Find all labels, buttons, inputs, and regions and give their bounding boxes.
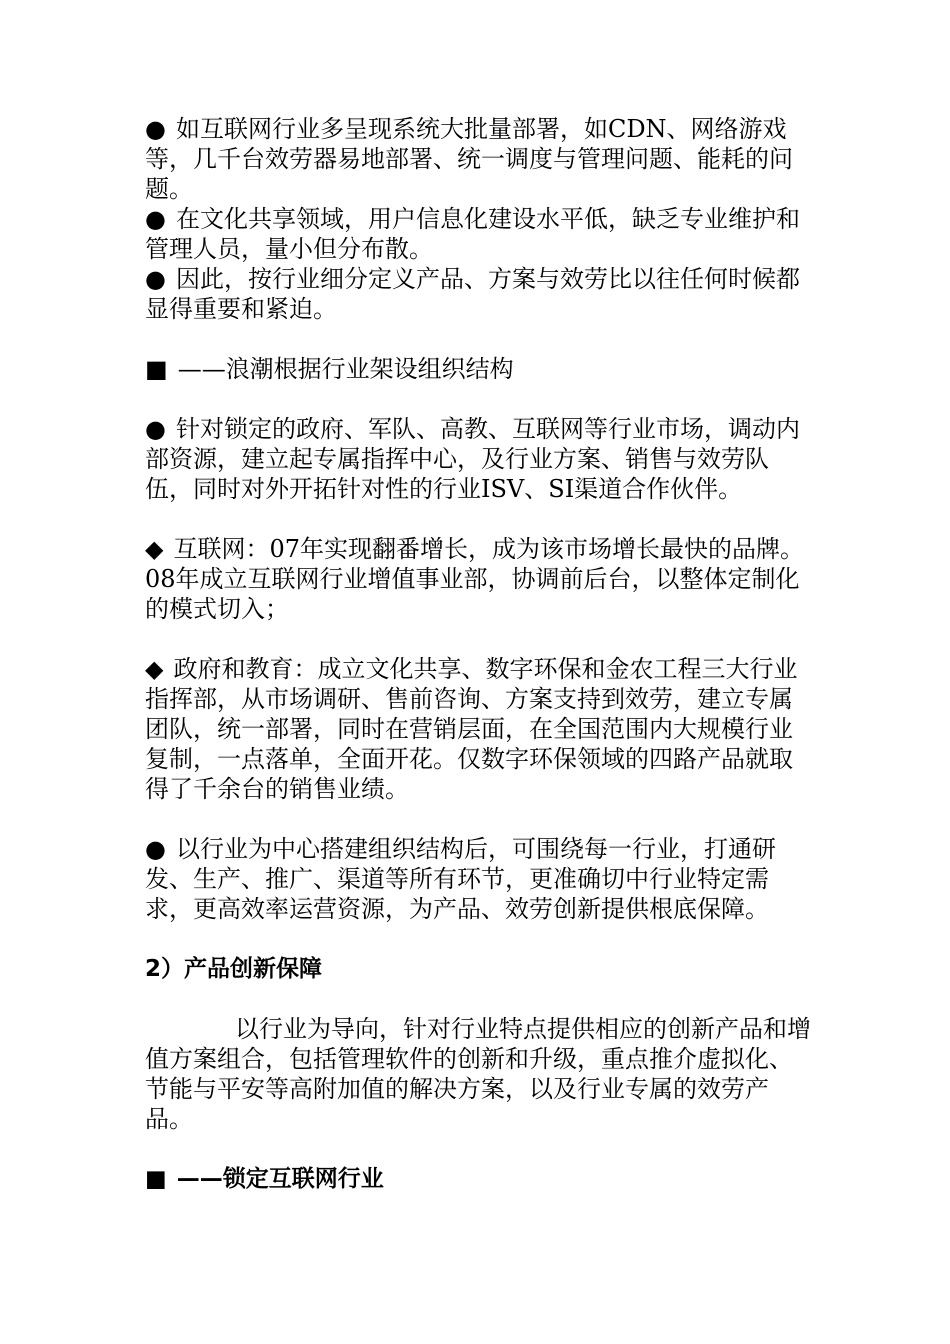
paragraph-text: 因此，按行业细分定义产品、方案与效劳比以往任何时候都显得重要和紧迫。	[145, 265, 800, 323]
paragraph-text: ——浪潮根据行业架设组织结构	[177, 355, 514, 383]
final-heading	[145, 1164, 815, 1194]
spacer	[145, 384, 815, 414]
bullet-paragraph-3	[145, 264, 815, 324]
intro-paragraph: 以行业为导向，针对行业特点提供相应的创新产品和增值方案组合，包括管理软件的创新和升级，重点推介虚拟化、节能与平安等高附加值的解决方案，以及行业专属的效劳产品。	[145, 1015, 811, 1133]
diamond-paragraph-1	[145, 534, 815, 624]
spacer	[145, 804, 815, 834]
bullet-dot-icon: ●	[145, 415, 166, 443]
bullet-dot-icon: ●	[145, 205, 166, 233]
bullet-dot-icon: ●	[145, 265, 166, 293]
paragraph-text: 互联网：07年实现翻番增长，成为该市场增长最快的品牌。08年成立互联网行业增值事业部，协调前后台，以整体定制化的模式切入；	[145, 535, 805, 623]
spacer	[145, 984, 815, 1014]
spacer	[145, 624, 815, 654]
spacer	[145, 1134, 815, 1164]
spacer	[145, 504, 815, 534]
paragraph-text: 政府和教育：成立文化共享、数字环保和金农工程三大行业指挥部，从市场调研、售前咨询、方案支持到效劳，建立专属团队，统一部署，同时在营销层面，在全国范围内大规模行业复制，一点落单，全面开花。仅数字环保领域的四路产品就取得了千余台的销售业绩。	[145, 655, 798, 803]
subsection-heading-1	[145, 354, 815, 384]
spacer	[145, 324, 815, 354]
bullet-dot-icon: ●	[145, 115, 166, 143]
paragraph-text: 针对锁定的政府、军队、高教、互联网等行业市场，调动内部资源，建立起专属指挥中心，及行业方案、销售与效劳队伍，同时对外开拓针对性的行业ISV、SI渠道合作伙伴。	[145, 415, 800, 503]
bullet-paragraph-5	[145, 834, 815, 924]
paragraph-text: 如互联网行业多呈现系统大批量部署，如CDN、网络游戏等，几千台效劳器易地部署、统一调度与管理问题、能耗的问题。	[145, 115, 793, 203]
square-bullet-icon: ■	[145, 355, 168, 383]
spacer	[145, 924, 815, 954]
section-heading: 2）产品创新保障	[145, 956, 323, 982]
paragraph-text: 以行业为中心搭建组织结构后，可围绕每一行业，打通研发、生产、推广、渠道等所有环节，更准确切中行业特定需求，更高效率运营资源，为产品、效劳创新提供根底保障。	[145, 835, 776, 923]
square-bullet-icon: ■	[145, 1166, 167, 1192]
diamond-paragraph-2	[145, 654, 815, 804]
diamond-bullet-icon: ◆	[145, 535, 164, 563]
diamond-bullet-icon: ◆	[145, 655, 164, 683]
bullet-paragraph-2	[145, 204, 815, 264]
document-page	[145, 114, 815, 1194]
bullet-paragraph-1	[145, 114, 815, 204]
bullet-dot-icon: ●	[145, 835, 166, 863]
heading-text: ——锁定互联网行业	[176, 1166, 384, 1192]
paragraph-text: 在文化共享领域，用户信息化建设水平低，缺乏专业维护和管理人员，量小但分布散。	[145, 205, 800, 263]
bullet-paragraph-4	[145, 414, 815, 504]
